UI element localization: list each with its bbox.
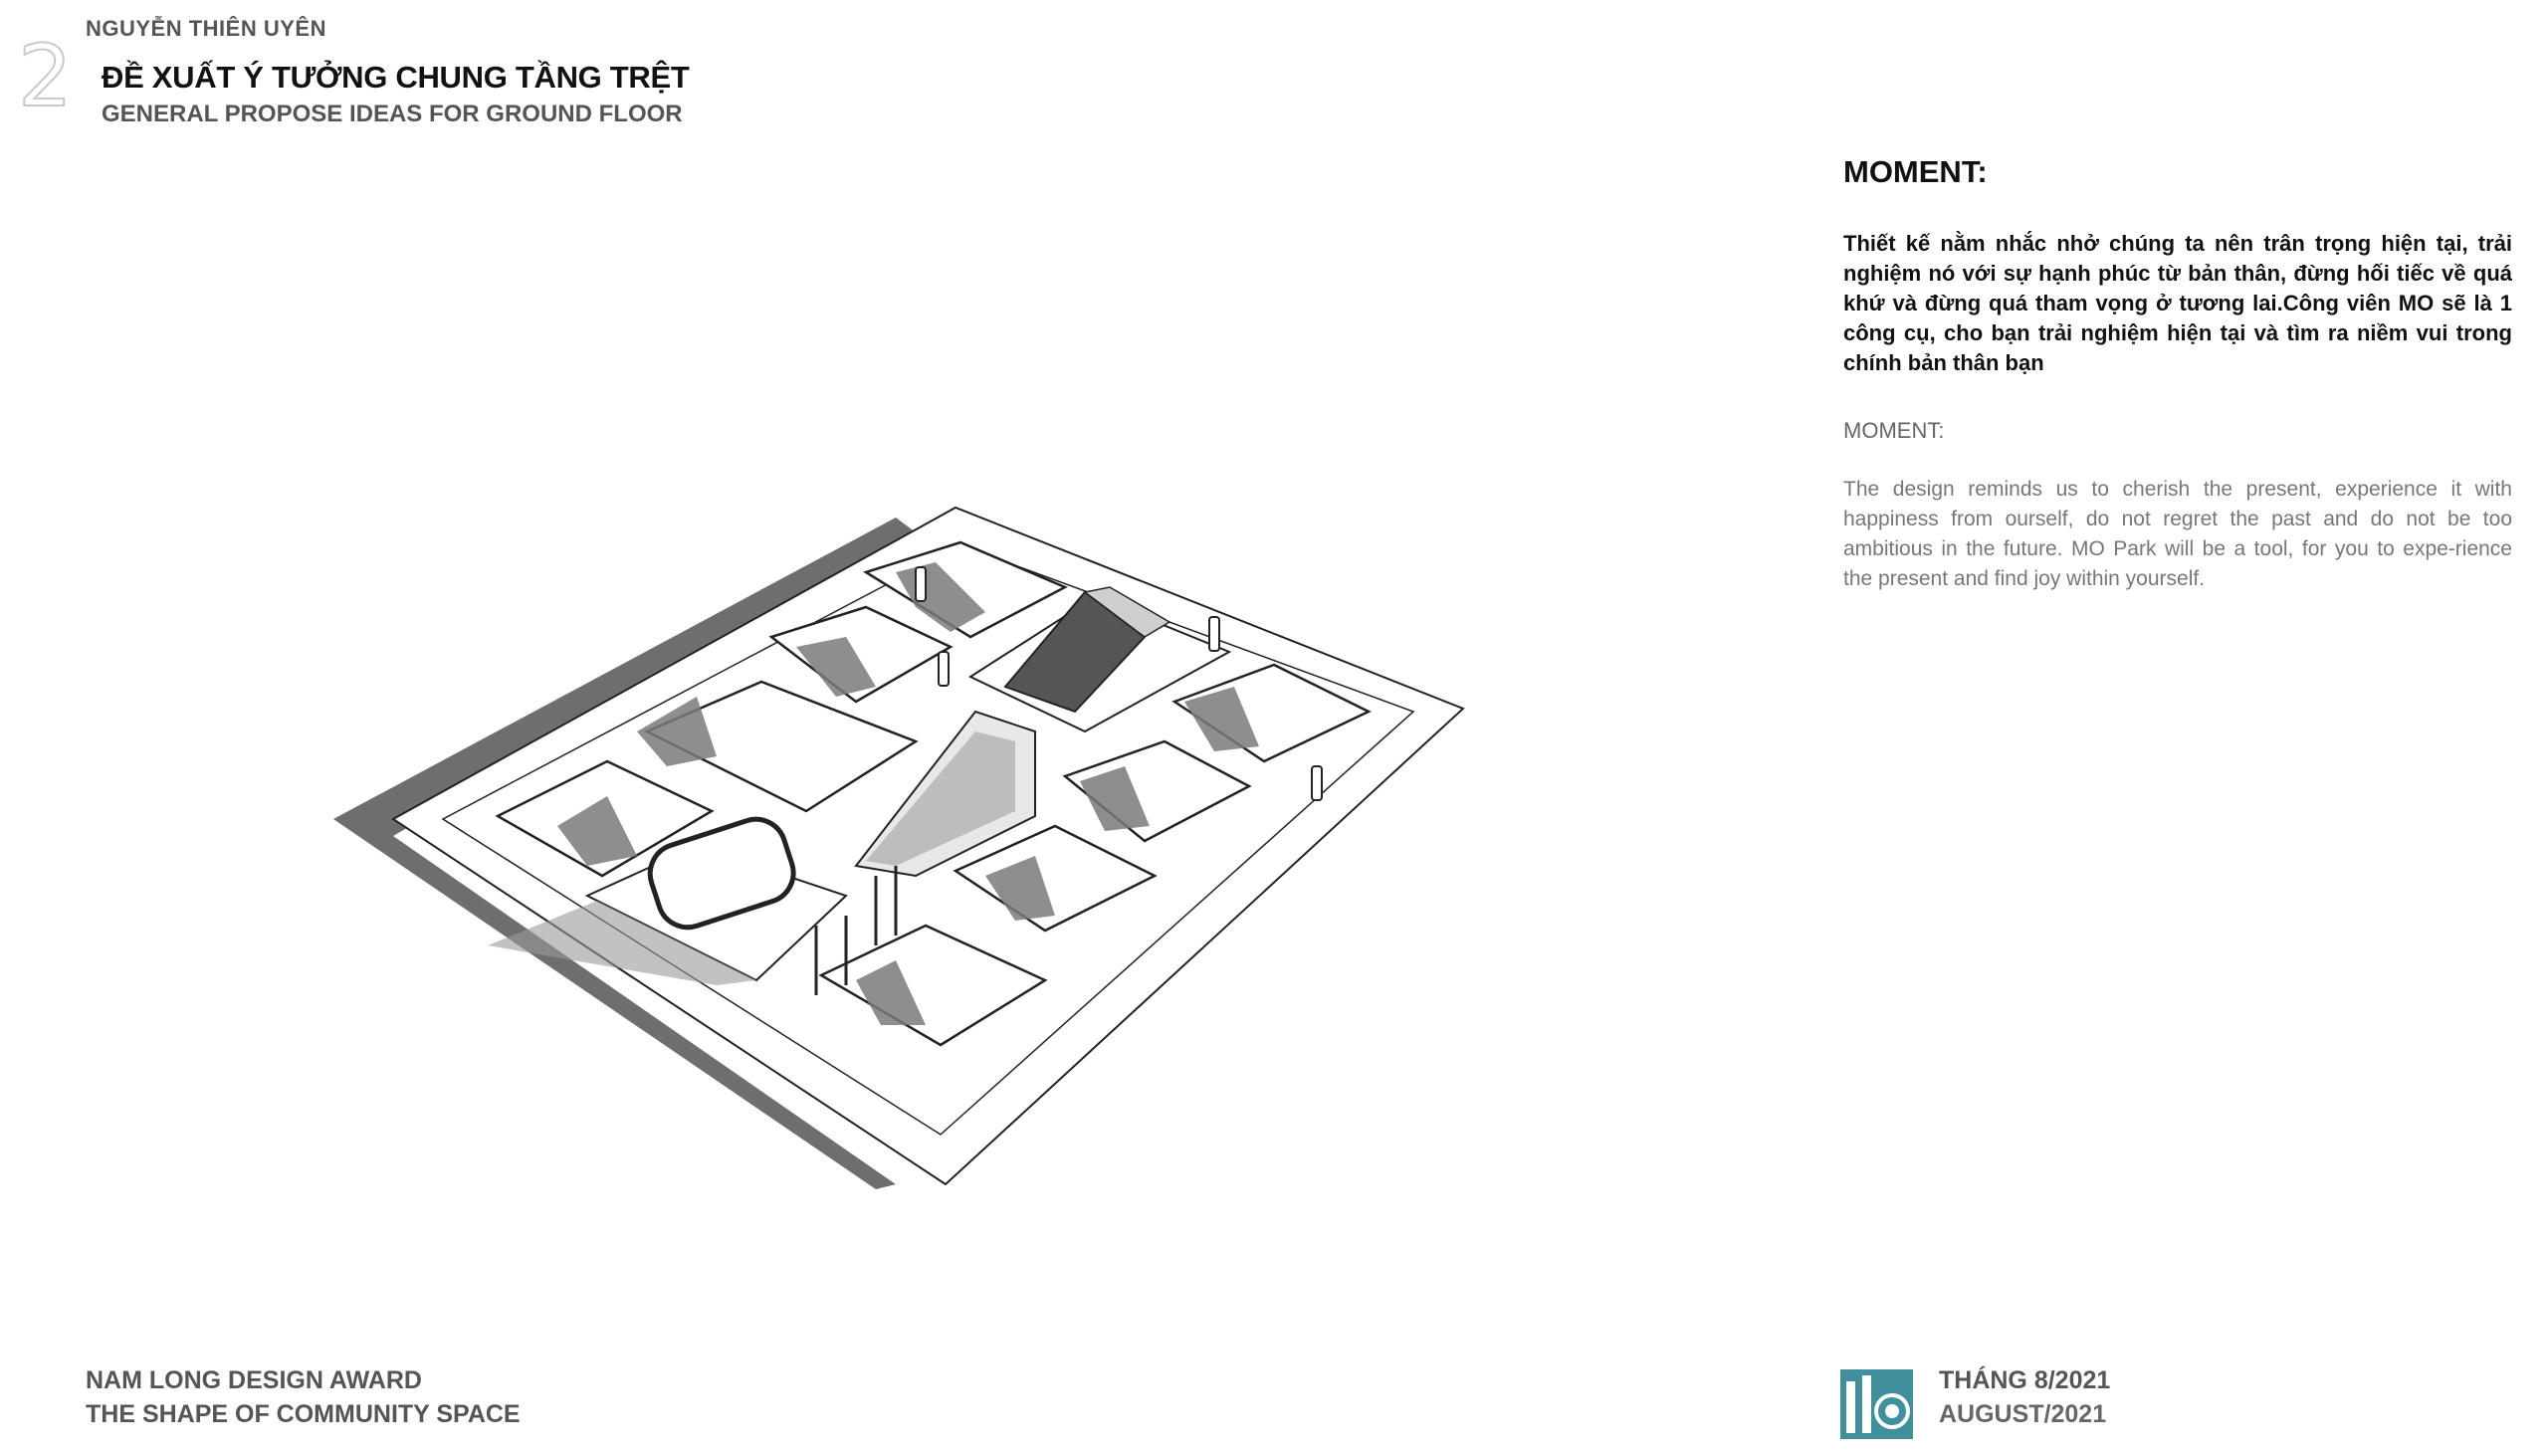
date-english: AUGUST/2021: [1939, 1400, 2107, 1428]
date-vietnamese: THÁNG 8/2021: [1939, 1366, 2111, 1394]
page-title-english: GENERAL PROPOSE IDEAS FOR GROUND FLOOR: [102, 101, 683, 127]
person-figure: [939, 652, 949, 686]
section-heading: MOMENT:: [1843, 154, 1988, 189]
person-figure: [1209, 617, 1219, 651]
author-name: NGUYỄN THIÊN UYÊN: [86, 16, 326, 41]
award-title: NAM LONG DESIGN AWARD: [86, 1366, 422, 1394]
person-figure: [916, 567, 926, 601]
isometric-site-plan: [318, 498, 1473, 1194]
section-heading-english: MOMENT:: [1843, 418, 1945, 443]
description-vietnamese: Thiết kế nằm nhắc nhở chúng ta nên trân trọng hiện tại, trải nghiệm nó với sự hạnh phúc từ bản thân, đừng hối tiếc về quá khứ và đừng quá tham vọng ở tương lai.Công viên MO sẽ là 1 công cụ, cho bạn trải nghiệm hiện tại và tìm ra niềm vui trong chính bản thân bạn: [1843, 231, 2512, 375]
award-subtitle: THE SHAPE OF COMMUNITY SPACE: [86, 1400, 521, 1428]
section-number: 2: [18, 27, 73, 126]
person-figure: [1312, 766, 1322, 800]
logo-icon: [1840, 1369, 1913, 1439]
page-title-vietnamese: ĐỀ XUẤT Ý TƯỞNG CHUNG TẦNG TRỆT: [102, 60, 690, 95]
description-english: The design reminds us to cherish the present, experience it with happiness from ourself, do not regret the past and do not be too ambitious in the future. MO Park will be a tool, for you to expe-rience the present and find joy within yourself.: [1843, 478, 2512, 590]
